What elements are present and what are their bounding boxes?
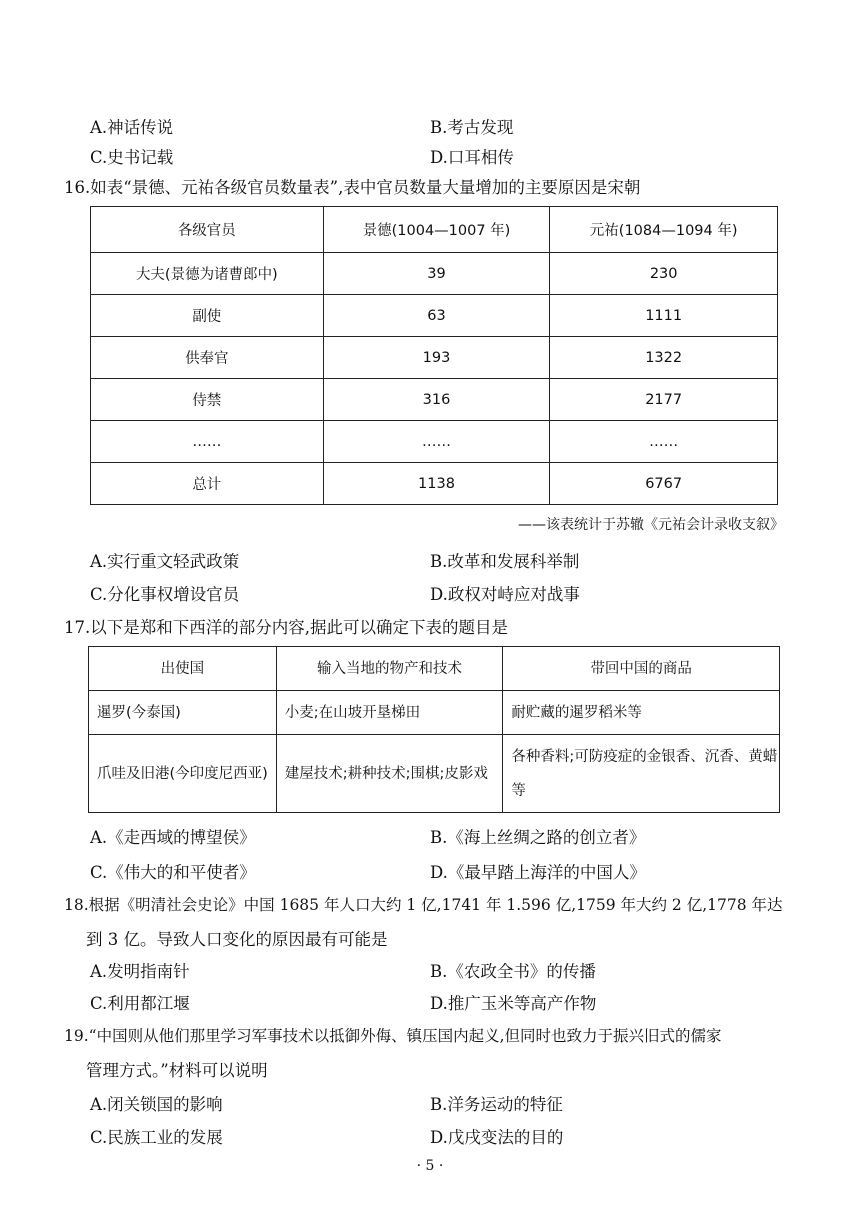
q18-option-d: D.推广玉米等高产作物: [430, 994, 597, 1013]
table-row: [91, 337, 778, 379]
table-cell: 暹罗(今泰国): [89, 691, 277, 735]
q19-stem-line2: 管理方式。”材料可以说明: [86, 1061, 268, 1080]
table-row: [91, 463, 778, 505]
table-cell: 副使: [91, 295, 324, 337]
table-cell: 2177: [550, 379, 778, 421]
q17-option-b: B.《海上丝绸之路的创立者》: [430, 828, 646, 847]
table-cell: 建屋技术;耕种技术;围棋;皮影戏: [276, 735, 503, 813]
q16-table: [90, 206, 778, 505]
table-cell: ……: [550, 421, 778, 463]
q16-stem: 16.如表“景德、元祐各级官员数量表”,表中官员数量大量增加的主要原因是宋朝: [64, 178, 641, 197]
table-row: [91, 253, 778, 295]
table-cell: ……: [323, 421, 550, 463]
table-cell: 供奉官: [91, 337, 324, 379]
q16-table-source: ——该表统计于苏辙《元祐会计录收支叙》: [518, 517, 784, 533]
table-cell: 大夫(景德为诸曹郎中): [91, 253, 324, 295]
q18-option-c: C.利用都江堰: [90, 994, 190, 1013]
q17-option-d: D.《最早踏上海洋的中国人》: [430, 863, 646, 882]
q18-stem-line2: 到 3 亿。导致人口变化的原因最有可能是: [86, 930, 388, 949]
table-header-cell: 输入当地的物产和技术: [276, 647, 503, 691]
table-cell: 爪哇及旧港(今印度尼西亚): [89, 735, 277, 813]
q17-option-c: C.《伟大的和平使者》: [90, 863, 256, 882]
q18-option-a: A.发明指南针: [90, 962, 190, 981]
q17-table: [88, 646, 780, 813]
table-cell: 1111: [550, 295, 778, 337]
q16-option-b: B.改革和发展科举制: [430, 552, 580, 571]
q17-stem: 17.以下是郑和下西洋的部分内容,据此可以确定下表的题目是: [64, 618, 508, 637]
q18-stem-line1: 18.根据《明清社会史论》中国 1685 年人口大约 1 亿,1741 年 1.596 亿,1759 年大约 2 亿,1778 年达: [64, 896, 783, 914]
table-cell: 6767: [550, 463, 778, 505]
q19-stem-line1: 19.“中国则从他们那里学习军事技术以抵御外侮、镇压国内起义,但同时也致力于振兴旧式的儒家: [64, 1027, 722, 1045]
q16-option-a: A.实行重文轻武政策: [90, 552, 240, 571]
table-header-row: [89, 647, 780, 691]
table-header-cell: 景德(1004—1007 年): [323, 207, 550, 253]
table-cell: 1138: [323, 463, 550, 505]
table-header-cell: 出使国: [89, 647, 277, 691]
table-cell: 39: [323, 253, 550, 295]
table-cell: 侍禁: [91, 379, 324, 421]
table-cell: 各种香料;可防疫症的金银香、沉香、黄蜡等: [503, 735, 780, 813]
q15-option-a: A.神话传说: [90, 118, 174, 137]
table-cell: 316: [323, 379, 550, 421]
q19-option-a: A.闭关锁国的影响: [90, 1095, 223, 1114]
q19-option-c: C.民族工业的发展: [90, 1128, 223, 1147]
q19-option-b: B.洋务运动的特征: [430, 1095, 563, 1114]
table-cell: 总计: [91, 463, 324, 505]
table-header-row: [91, 207, 778, 253]
q17-option-a: A.《走西域的博望侯》: [90, 828, 256, 847]
table-cell: ……: [91, 421, 324, 463]
table-row: [91, 421, 778, 463]
table-cell: 230: [550, 253, 778, 295]
q15-option-b: B.考古发现: [430, 118, 514, 137]
table-header-cell: 带回中国的商品: [503, 647, 780, 691]
table-row: [91, 295, 778, 337]
table-row: [91, 379, 778, 421]
q16-option-d: D.政权对峙应对战事: [430, 585, 580, 604]
table-header-cell: 各级官员: [91, 207, 324, 253]
table-cell: 1322: [550, 337, 778, 379]
table-cell: 63: [323, 295, 550, 337]
table-cell: 耐贮藏的暹罗稻米等: [503, 691, 780, 735]
table-cell: 193: [323, 337, 550, 379]
q15-option-c: C.史书记载: [90, 148, 174, 167]
q19-option-d: D.戊戌变法的目的: [430, 1128, 564, 1147]
table-cell: 小麦;在山坡开垦梯田: [276, 691, 503, 735]
page-number: · 5 ·: [416, 1158, 444, 1174]
table-header-cell: 元祐(1084—1094 年): [550, 207, 778, 253]
q18-option-b: B.《农政全书》的传播: [430, 962, 596, 981]
q15-option-d: D.口耳相传: [430, 148, 514, 167]
table-row: [89, 691, 780, 735]
q16-option-c: C.分化事权增设官员: [90, 585, 240, 604]
table-row: [89, 735, 780, 813]
